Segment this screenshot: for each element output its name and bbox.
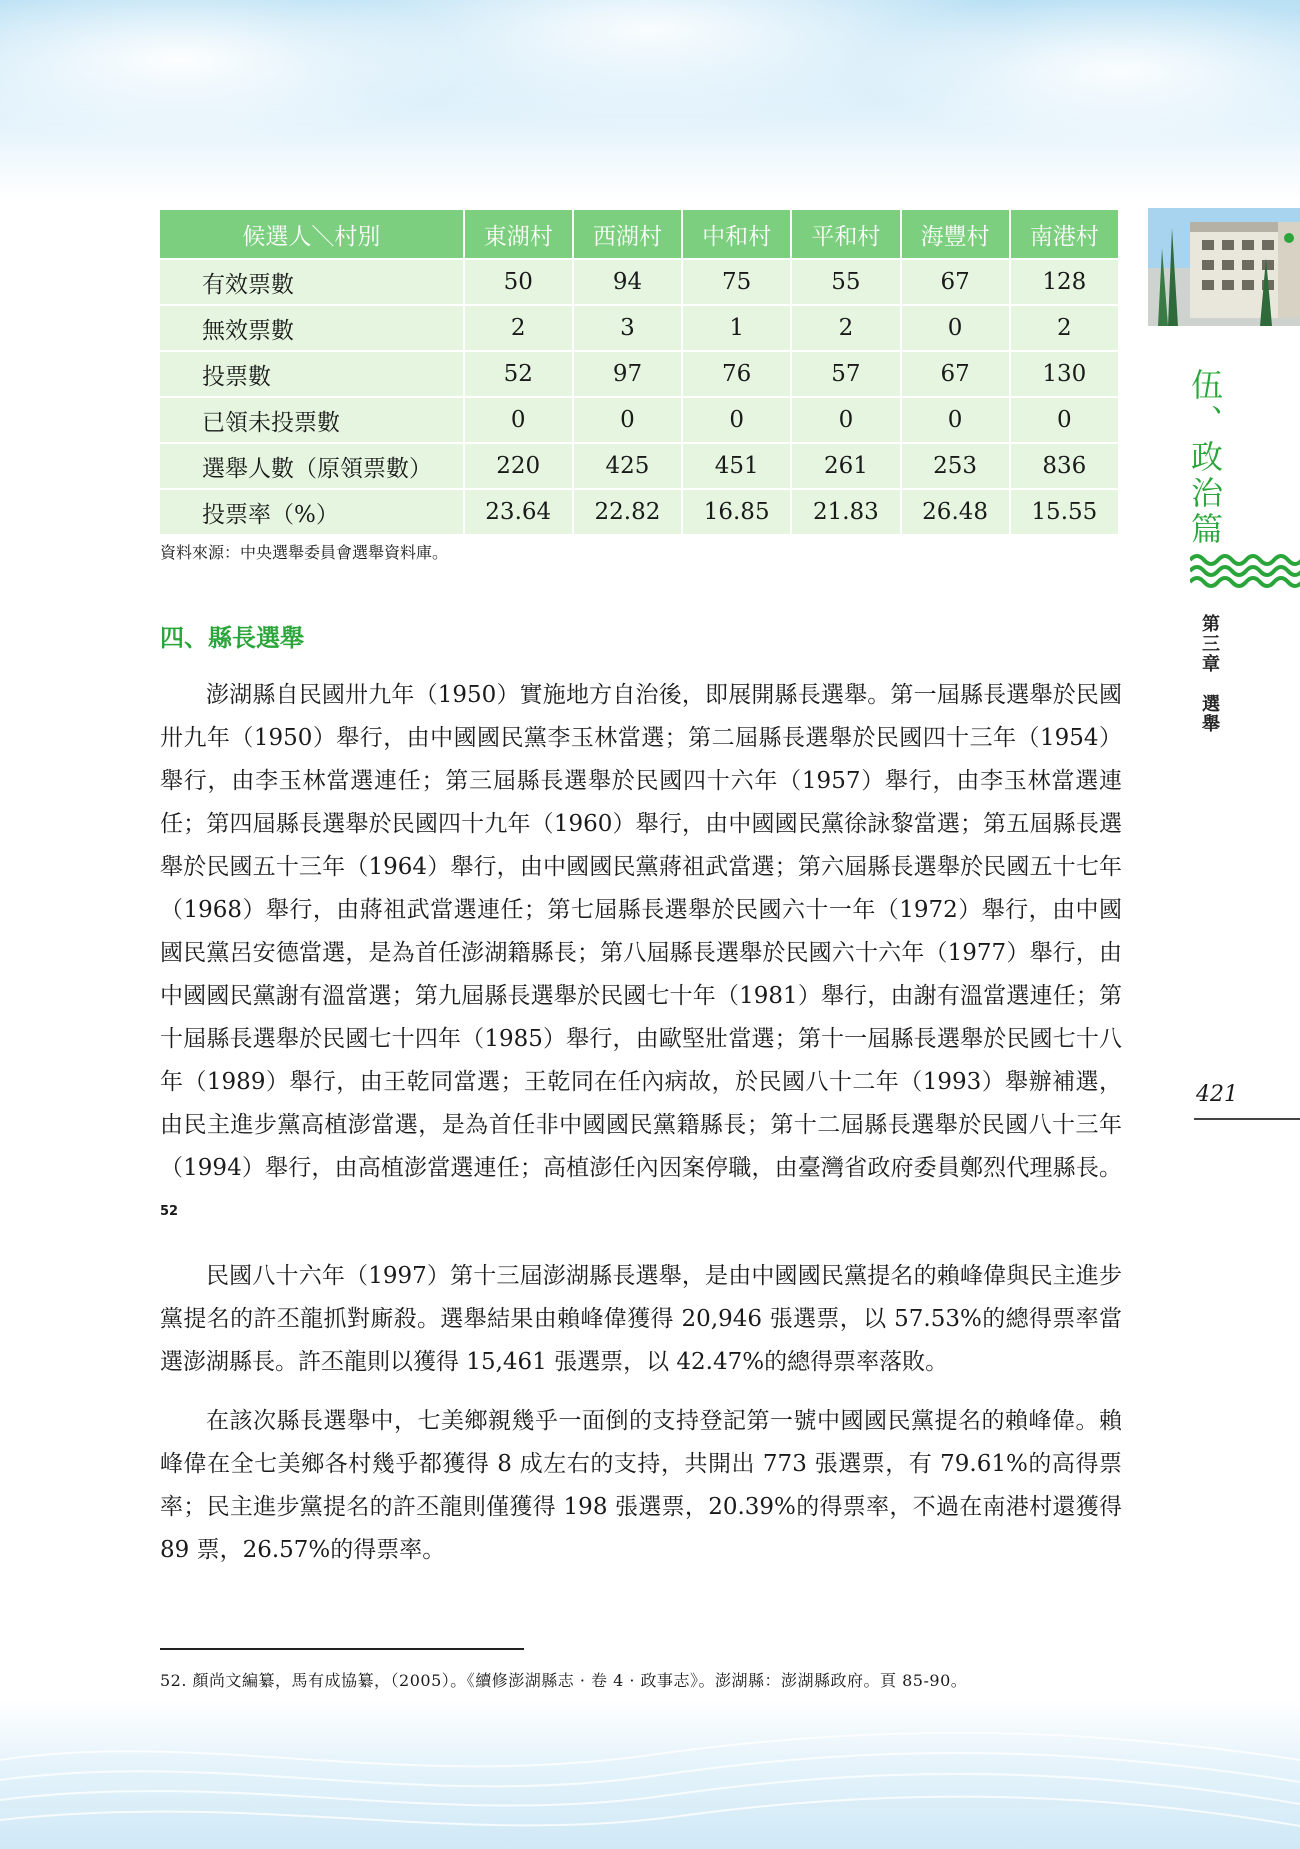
- cell: 3: [574, 306, 683, 352]
- body-paragraph: 民國八十六年（1997）第十三屆澎湖縣長選舉，是由中國國民黨提名的賴峰偉與民主進步黨提名的許丕龍抓對廝殺。選舉結果由賴峰偉獲得 20,946 張選票，以 57.53%的總得票率當選澎湖縣長。許丕龍則以獲得 15,461 張選票，以 42.47%的總得票率落敗。: [160, 1263, 1122, 1375]
- header-corner: 候選人＼村別: [160, 210, 465, 260]
- table-row: [160, 260, 1120, 306]
- cell: 76: [683, 352, 792, 398]
- cell: 451: [683, 444, 792, 490]
- row-label: 選舉人數（原領票數）: [160, 444, 465, 490]
- table-row: [160, 490, 1120, 536]
- cell: 15.55: [1011, 490, 1120, 536]
- cell: 2: [465, 306, 574, 352]
- cell: 52: [465, 352, 574, 398]
- cell: 97: [574, 352, 683, 398]
- building-photo: [1148, 208, 1300, 326]
- cell: 16.85: [683, 490, 792, 536]
- header-col: 東湖村: [465, 210, 574, 260]
- cell: 0: [465, 398, 574, 444]
- cell: 21.83: [792, 490, 901, 536]
- wave-ornament: [1190, 552, 1300, 592]
- cell: 836: [1011, 444, 1120, 490]
- cell: 22.82: [574, 490, 683, 536]
- header-col: 海豐村: [902, 210, 1011, 260]
- cell: 94: [574, 260, 683, 306]
- header-col: 南港村: [1011, 210, 1120, 260]
- cell: 50: [465, 260, 574, 306]
- cell: 67: [902, 352, 1011, 398]
- cell: 2: [1011, 306, 1120, 352]
- table-row: [160, 306, 1120, 352]
- bottom-wave-background: [0, 1700, 1300, 1849]
- row-label: 無效票數: [160, 306, 465, 352]
- cell: 0: [574, 398, 683, 444]
- cell: 75: [683, 260, 792, 306]
- cell: 1: [683, 306, 792, 352]
- header-col: 中和村: [683, 210, 792, 260]
- paragraph-text: 澎湖縣自民國卅九年（1950）實施地方自治後，即展開縣長選舉。第一屆縣長選舉於民國卅九年（1950）舉行，由中國國民黨李玉林當選；第二屆縣長選舉於民國四十三年（1954）舉行，由李玉林當選連任；第三屆縣長選舉於民國四十六年（1957）舉行，由李玉林當選連任；第四屆縣長選舉於民國四十九年（1960）舉行，由中國國民黨徐詠黎當選；第五屆縣長選舉於民國五十三年（1964）舉行，由中國國民黨蔣祖武當選；第六屆縣長選舉於民國五十七年（1968）舉行，由蔣祖武當選連任；第七屆縣長選舉於民國六十一年（1972）舉行，由中國國民黨呂安德當選，是為首任澎湖籍縣長；第八屆縣長選舉於民國六十六年（1977）舉行，由中國國民黨謝有溫當選；第九屆縣長選舉於民國七十年（1981）舉行，由謝有溫當選連任；第十屆縣長選舉於民國七十四年（1985）舉行，由歐堅壯當選；第十一屆縣長選舉於民國七十八年（1989）舉行，由王乾同當選；王乾同在任內病故，於民國八十二年（1993）舉辦補選，由民主進步黨高植澎當選，是為首任非中國國民黨籍縣長；第十二屆縣長選舉於民國八十三年（1994）舉行，由高植澎當選連任；高植澎任內因案停職，由臺灣省政府委員鄭烈代理縣長。: [160, 682, 1122, 1181]
- cell: 130: [1011, 352, 1120, 398]
- cell: 23.64: [465, 490, 574, 536]
- cell: 67: [902, 260, 1011, 306]
- cell: 26.48: [902, 490, 1011, 536]
- header-col: 西湖村: [574, 210, 683, 260]
- table-row: [160, 444, 1120, 490]
- sky-header-background: [0, 0, 1300, 200]
- row-label: 投票率（%）: [160, 490, 465, 536]
- header-col: 平和村: [792, 210, 901, 260]
- footnote-divider: [160, 1648, 524, 1650]
- cell: 55: [792, 260, 901, 306]
- row-label: 有效票數: [160, 260, 465, 306]
- village-vote-table: [160, 210, 1120, 536]
- chapter-label-vertical: 第三章 選舉: [1199, 614, 1220, 734]
- table-header-row: [160, 210, 1120, 260]
- page-number: 421: [1196, 1082, 1238, 1107]
- cell: 220: [465, 444, 574, 490]
- cell: 128: [1011, 260, 1120, 306]
- body-paragraph: 在該次縣長選舉中，七美鄉親幾乎一面倒的支持登記第一號中國國民黨提名的賴峰偉。賴峰偉在全七美鄉各村幾乎都獲得 8 成左右的支持，共開出 773 張選票，有 79.61%的高得票率；民主進步黨提名的許丕龍則僅獲得 198 張選票，20.39%的得票率，不過在南港村還獲得 89 票，26.57%的得票率。: [160, 1408, 1122, 1563]
- section-title-vertical: 伍、政治篇: [1186, 368, 1224, 548]
- table-source-note: 資料來源：中央選舉委員會選舉資料庫。: [160, 543, 449, 562]
- cell: 0: [1011, 398, 1120, 444]
- row-label: 投票數: [160, 352, 465, 398]
- footnote: 52. 顏尚文編纂，馬有成協纂，（2005）。《續修澎湖縣志 · 卷 4 · 政事志》。澎湖縣：澎湖縣政府。頁 85-90。: [160, 1671, 968, 1690]
- body-paragraph: [160, 674, 1122, 1239]
- cell: 0: [683, 398, 792, 444]
- cell: 0: [902, 306, 1011, 352]
- cell: 261: [792, 444, 901, 490]
- cell: 0: [792, 398, 901, 444]
- cell: 253: [902, 444, 1011, 490]
- cell: 2: [792, 306, 901, 352]
- footnote-reference[interactable]: 52: [160, 1204, 179, 1219]
- section-heading: 四、縣長選舉: [160, 624, 304, 652]
- cell: 57: [792, 352, 901, 398]
- cell: 425: [574, 444, 683, 490]
- cell: 0: [902, 398, 1011, 444]
- page-number-rule: [1194, 1118, 1300, 1120]
- table-row: [160, 352, 1120, 398]
- table-row: [160, 398, 1120, 444]
- row-label: 已領未投票數: [160, 398, 465, 444]
